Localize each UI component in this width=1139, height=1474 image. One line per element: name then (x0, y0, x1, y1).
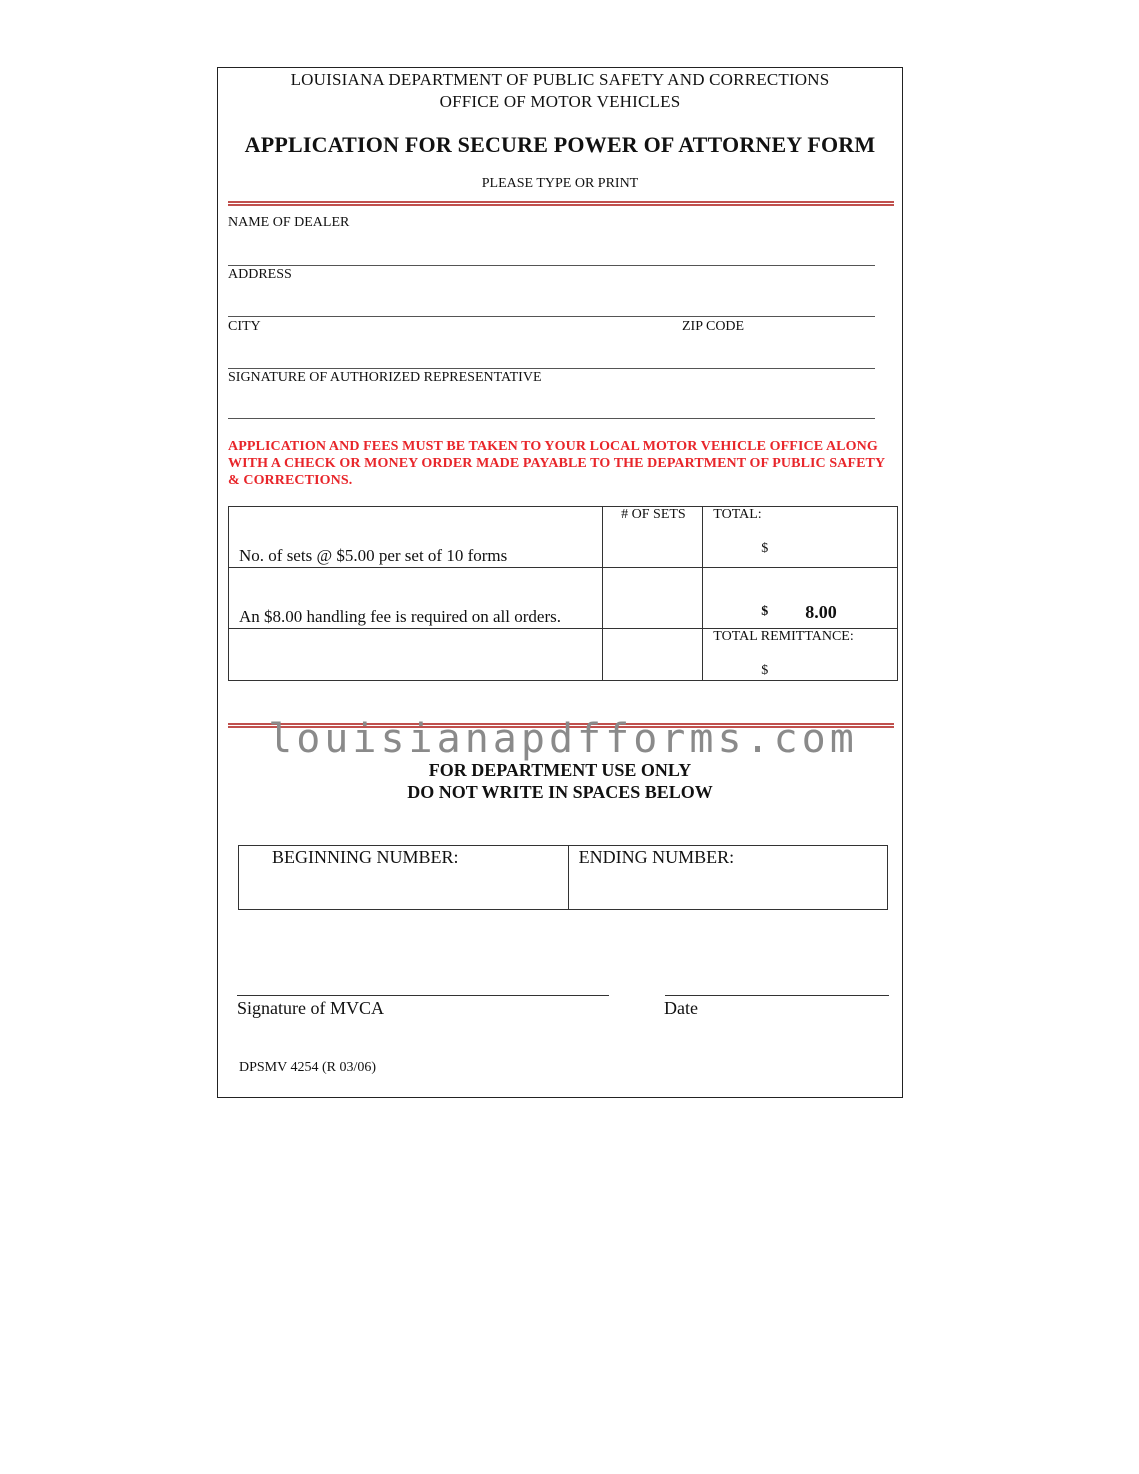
beginning-number-cell (239, 846, 569, 910)
handling-fee-currency: $ (761, 604, 769, 619)
total-remittance-currency: $ (761, 663, 769, 678)
ending-number-cell (568, 846, 887, 910)
sets-total-cell[interactable] (703, 507, 898, 568)
zip-code-label: ZIP CODE (682, 319, 745, 334)
serial-number-table (238, 845, 888, 910)
address-field[interactable] (228, 316, 875, 317)
do-not-write-heading: DO NOT WRITE IN SPACES BELOW (407, 782, 713, 802)
dealer-name-label: NAME OF DEALER (228, 215, 350, 230)
beginning-number-label: BEGINNING NUMBER: (272, 847, 459, 867)
handling-fee-amount: 8.00 (805, 602, 837, 622)
instruction-text: PLEASE TYPE OR PRINT (481, 176, 639, 191)
handling-fee-count-cell (603, 568, 703, 629)
signature-field[interactable] (228, 418, 875, 419)
address-label: ADDRESS (228, 267, 292, 282)
form-title: APPLICATION FOR SECURE POWER OF ATTORNEY FORM (244, 132, 876, 157)
total-remittance-cell[interactable] (703, 629, 898, 681)
date-line (665, 995, 889, 996)
sets-count-cell[interactable] (603, 507, 703, 568)
sets-count-header: # OF SETS (621, 507, 686, 522)
mvca-signature-label: Signature of MVCA (237, 998, 384, 1018)
department-use-heading: FOR DEPARTMENT USE ONLY (428, 760, 692, 780)
total-remittance-label: TOTAL REMITTANCE: (713, 629, 854, 644)
remittance-count-cell (603, 629, 703, 681)
fee-table (228, 506, 898, 681)
date-label: Date (664, 998, 698, 1018)
handling-fee-total-cell (703, 568, 898, 629)
ending-number-label: ENDING NUMBER: (578, 847, 735, 867)
header-divider (228, 201, 894, 206)
remittance-blank-cell (229, 629, 603, 681)
sets-description: No. of sets @ $5.00 per set of 10 forms (239, 546, 508, 565)
office-name: OFFICE OF MOTOR VEHICLES (439, 92, 681, 111)
sets-description-cell (229, 507, 603, 568)
sets-total-currency: $ (761, 541, 769, 556)
agency-name: LOUISIANA DEPARTMENT OF PUBLIC SAFETY AND CORRECTIONS (290, 70, 830, 89)
handling-fee-description: An $8.00 handling fee is required on all orders. (239, 607, 561, 626)
total-header: TOTAL: (713, 507, 762, 522)
city-label: CITY (228, 319, 261, 334)
dealer-name-field[interactable] (228, 265, 875, 266)
form-number: DPSMV 4254 (R 03/06) (239, 1060, 377, 1075)
handling-fee-description-cell (229, 568, 603, 629)
payment-notice: APPLICATION AND FEES MUST BE TAKEN TO YOUR LOCAL MOTOR VEHICLE OFFICE ALONG WITH A CHECK OR MONEY ORDER MADE PAYABLE TO THE DEPARTMENT OF PUBLIC SAFETY & CORRECTIONS. (228, 439, 885, 488)
mvca-signature-line (237, 995, 609, 996)
watermark: louisianapdfforms.com (268, 716, 858, 762)
signature-label: SIGNATURE OF AUTHORIZED REPRESENTATIVE (228, 370, 542, 385)
